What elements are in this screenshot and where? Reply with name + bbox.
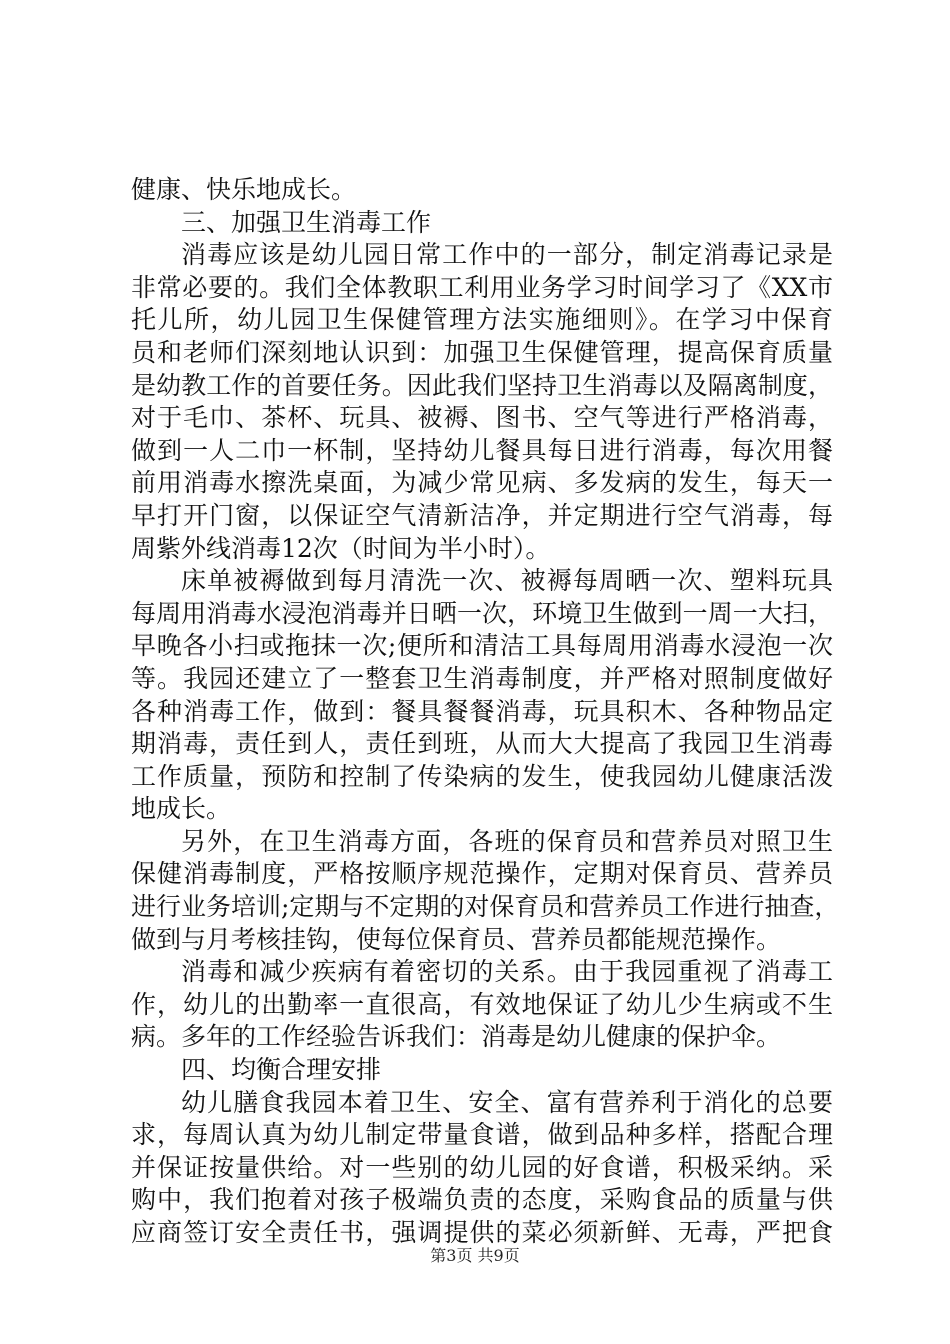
text-line: 早打开门窗，以保证空气清新洁净，并定期进行空气消毒，每 (131, 500, 833, 530)
text-line: 健康、快乐地成长。 (131, 175, 357, 204)
text-line: 托儿所，幼儿园卫生保健管理方法实施细则》。在学习中保育 (131, 305, 833, 335)
text-line: 应商签订安全责任书，强调提供的菜必须新鲜、无毒，严把食 (131, 1218, 833, 1247)
text-line: 另外，在卫生消毒方面，各班的保育员和营养员对照卫生 (181, 826, 833, 856)
text-line: 消毒应该是幼儿园日常工作中的一部分，制定消毒记录是 (181, 240, 833, 270)
text-line: 购中，我们抱着对孩子极端负责的态度，采购食品的质量与供 (131, 1185, 833, 1215)
text-line: 并保证按量供给。对一些别的幼儿园的好食谱，积极采纳。采 (131, 1152, 833, 1182)
text-line: 地成长。 (131, 794, 232, 824)
text-line: 早晚各小扫或拖抹一次;便所和清洁工具每周用消毒水浸泡一次 (131, 631, 833, 661)
text-line: 做到一人二巾一杯制，坚持幼儿餐具每日进行消毒，每次用餐 (131, 435, 833, 465)
text-line: 三、加强卫生消毒工作 (181, 207, 432, 237)
text-line: 作，幼儿的出勤率一直很高，有效地保证了幼儿少生病或不生 (131, 989, 833, 1019)
page-number-footer: 第3页 共9页 (430, 1246, 520, 1265)
text-line: 是幼教工作的首要任务。因此我们坚持卫生消毒以及隔离制度， (131, 370, 833, 400)
text-line: 等。我园还建立了一整套卫生消毒制度，并严格对照制度做好 (131, 663, 833, 693)
text-line: 员和老师们深刻地认识到：加强卫生保健管理，提高保育质量 (131, 337, 833, 367)
text-line: 各种消毒工作，做到：餐具餐餐消毒，玩具积木、各种物品定 (131, 696, 833, 726)
text-line: 周紫外线消毒12次（时间为半小时）。 (131, 533, 551, 563)
document-body (131, 174, 840, 1250)
text-line: 做到与月考核挂钩，使每位保育员、营养员都能规范操作。 (131, 924, 782, 954)
text-line: 前用消毒水擦洗桌面，为减少常见病、多发病的发生，每天一 (131, 468, 833, 498)
text-line: 床单被褥做到每月清洗一次、被褥每周晒一次、塑料玩具 (181, 566, 833, 596)
text-line: 对于毛巾、茶杯、玩具、被褥、图书、空气等进行严格消毒， (131, 403, 833, 433)
text-line: 四、均衡合理安排 (181, 1055, 382, 1085)
text-line: 消毒和减少疾病有着密切的关系。由于我园重视了消毒工 (181, 957, 833, 987)
text-line: 进行业务培训;定期与不定期的对保育员和营养员工作进行抽查， (131, 892, 840, 922)
text-line: 保健消毒制度，严格按顺序规范操作，定期对保育员、营养员 (131, 859, 833, 889)
text-line: 工作质量，预防和控制了传染病的发生，使我园幼儿健康活泼 (131, 761, 833, 791)
text-line: 病。多年的工作经验告诉我们：消毒是幼儿健康的保护伞。 (131, 1022, 782, 1052)
text-line: 求，每周认真为幼儿制定带量食谱，做到品种多样，搭配合理 (131, 1120, 833, 1150)
text-line: 非常必要的。我们全体教职工利用业务学习时间学习了《XX市 (131, 272, 833, 302)
text-line: 每周用消毒水浸泡消毒并日晒一次，环境卫生做到一周一大扫， (131, 598, 833, 628)
text-line: 幼儿膳食我园本着卫生、安全、富有营养利于消化的总要 (181, 1087, 833, 1117)
text-line: 期消毒，责任到人，责任到班，从而大大提高了我园卫生消毒 (131, 729, 833, 759)
